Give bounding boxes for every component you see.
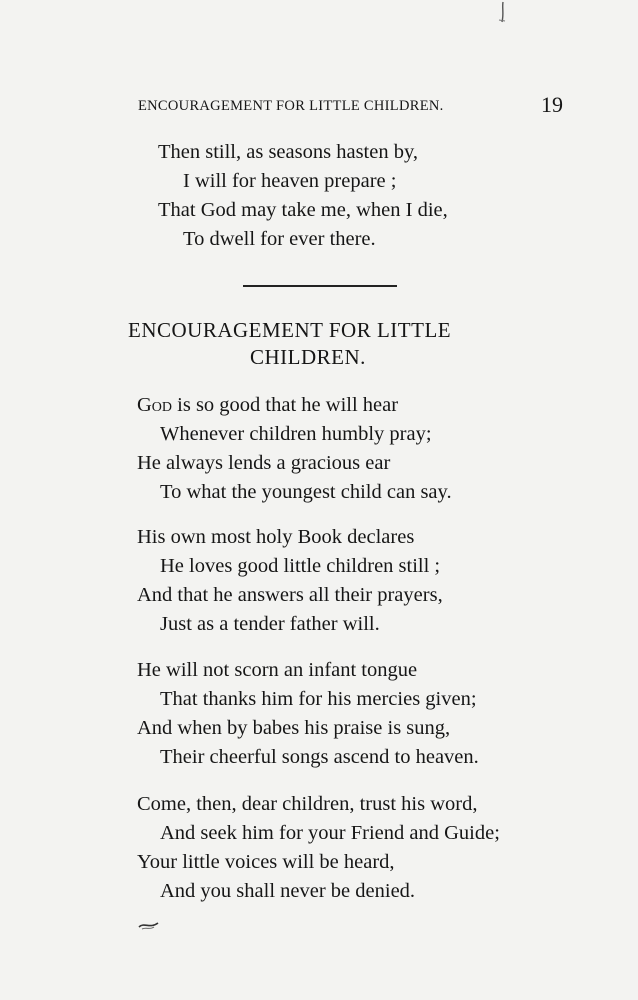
verse-line: Whenever children humbly pray; [160,423,432,445]
verse-line: His own most holy Book declares [137,526,415,548]
verse-line-rest: is so good that he will hear [172,394,399,416]
running-head [0,92,638,122]
verse-line: To what the youngest child can say. [160,481,452,503]
ink-mark-top-icon [494,0,512,30]
verse-line: And you shall never be denied. [160,880,416,902]
section-divider [243,285,397,287]
running-title: ENCOURAGEMENT FOR LITTLE CHILDREN. [138,98,444,114]
verse-line [137,392,398,418]
verse-line: He loves good little children still ; [160,555,441,577]
verse-line: Your little voices will be heard, [137,851,395,873]
verse-line: Come, then, dear children, trust his word, [137,793,478,815]
verse-line: Just as a tender father will. [160,613,380,635]
ink-mark-bottom-icon [136,918,162,932]
verse-line: And when by babes his praise is sung, [137,717,451,739]
verse-line: And that he answers all their prayers, [137,584,443,606]
verse-line: Then still, as seasons hasten by, [158,141,419,163]
verse-line: That thanks him for his mercies given; [160,688,477,710]
verse-line: Their cheerful songs ascend to heaven. [160,746,479,768]
poem-title-line-1: ENCOURAGEMENT FOR LITTLE [128,318,452,342]
verse-line: To dwell for ever there. [183,228,376,250]
verse-line: He always lends a gracious ear [137,452,391,474]
verse-line: That God may take me, when I die, [158,199,448,221]
verse-line: And seek him for your Friend and Guide; [160,822,500,844]
verse-line: I will for heaven prepare ; [183,170,397,192]
page-number: 19 [541,92,563,117]
poem-title-line-2: CHILDREN. [250,345,366,369]
drop-word: God [137,394,173,416]
verse-line: He will not scorn an infant tongue [137,659,418,681]
